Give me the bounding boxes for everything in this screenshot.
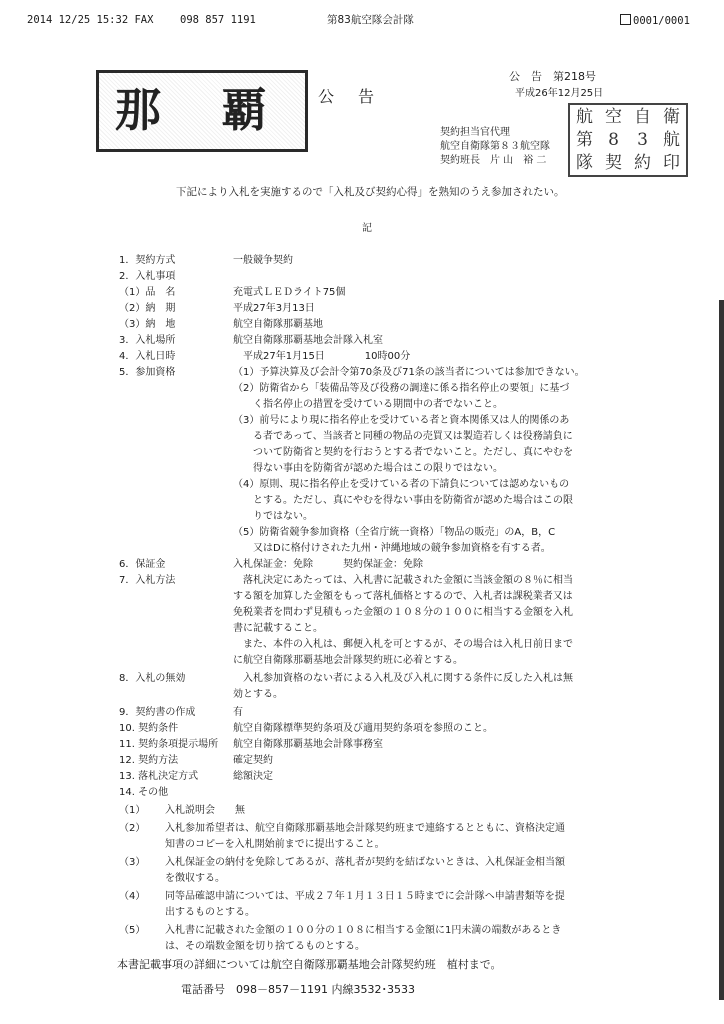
item-label: 14. その他 (119, 787, 169, 798)
item-label: 9．契約書の作成 (119, 707, 196, 718)
other-number: （2） (119, 823, 146, 834)
fax-page (620, 14, 690, 29)
item-row (0, 286, 724, 302)
seal-char: 8 (608, 129, 619, 150)
fax-page-number: 0001/0001 (633, 15, 690, 27)
section5-line: 得ない事由を防衛省が認めた場合はこの限りではない。 (233, 463, 503, 474)
item-label: 13. 落札決定方式 (119, 771, 199, 782)
other-line: 出するものとする。 (165, 907, 255, 918)
item-value: 平成27年3月13日 (233, 303, 315, 314)
section5-line: とする。ただし、真にやむを得ない事由を防衛省が認めた場合はこの限 (233, 495, 573, 506)
section8-line: 効とする。 (233, 689, 283, 700)
section7-line: 免税業者を問わず見積もった金額の１０８分の１００に相当する金額を入札 (233, 607, 573, 618)
item-label: 1．契約方式 (119, 255, 176, 266)
official-seal (568, 103, 688, 177)
issuer-line-3: 契約班長 片 山 裕 二 (440, 155, 547, 166)
seal-char: 第 (576, 129, 593, 150)
item-label: 4．入札日時 (119, 351, 176, 362)
section8-line: 入札参加資格のない者による入札及び入札に関する条件に反した入札は無 (233, 673, 573, 684)
item-value: 航空自衛隊那覇基地会計隊入札室 (233, 335, 383, 346)
item-label: 3．入札場所 (119, 335, 176, 346)
seal-char: 航 (663, 129, 680, 150)
section7-line: また、本件の入札は、郵便入札を可とするが、その場合は入札日前日まで (233, 639, 573, 650)
intro-text: 下記により入札を実施するので「入札及び契約心得」を熟知のうえ参加されたい。 (176, 186, 565, 198)
section6-value: 入札保証金：免除 契約保証金：免除 (233, 559, 423, 570)
section5-line: （4）原則、現に指名停止を受けている者の下請負については認めないもの (233, 479, 570, 490)
section5-line: 又はDに格付けされた九州・沖縄地域の競争参加資格を有する者。 (233, 543, 551, 554)
seal-char: 契 (605, 153, 622, 174)
item-value: 充電式ＬＥＤライト75個 (233, 287, 346, 298)
item-label: 2．入札事項 (119, 271, 176, 282)
other-number: （3） (119, 857, 146, 868)
fax-page-icon (620, 14, 631, 25)
other-line: を徴収する。 (165, 873, 225, 884)
item-row (0, 350, 724, 366)
seal-char: 衛 (663, 106, 680, 127)
notice-date: 平成26年12月25日 (515, 88, 604, 99)
naha-stamp (96, 70, 308, 152)
other-line: 入札保証金の納付を免除してあるが、落札者が契約を結ばないときは、入札保証金相当額 (165, 857, 565, 868)
item-row (0, 302, 724, 318)
seal-char: 3 (637, 129, 648, 150)
item-value: 一般競争契約 (233, 255, 293, 266)
section5-line: りではない。 (233, 511, 313, 522)
section7-line: 落札決定にあたっては、入札書に記載された金額に当該金額の８％に相当 (233, 575, 573, 586)
item-value: 有 (233, 707, 243, 718)
ki-heading: 記 (362, 223, 372, 234)
section5-line: （2）防衛省から「装備品等及び役務の調達に係る指名停止の要領」に基づ (233, 383, 570, 394)
seal-char: 約 (634, 153, 651, 174)
item-label: 12. 契約方法 (119, 755, 179, 766)
section5-line: （1）予算決算及び会計令第70条及び71条の該当者については参加できない。 (233, 367, 585, 378)
section5-label: 5．参加資格 (119, 367, 176, 378)
other-number: （1） (119, 805, 146, 816)
other-line: 同等品確認申請については、平成２７年１月１３日１５時までに会計隊へ申請書類等を提 (165, 891, 565, 902)
item-label: 11. 契約条項提示場所 (119, 739, 219, 750)
section5-line: （5）防衛省競争参加資格（全省庁統一資格）「物品の販売」のA，B，C (233, 527, 556, 538)
item-value: 確定契約 (233, 755, 273, 766)
section7-label: 7．入札方法 (119, 575, 176, 586)
notice-title: 公 告 (318, 87, 379, 106)
phone-number: 電話番号 098－857－1191 内線3532･3533 (181, 983, 415, 996)
seal-char: 空 (605, 106, 622, 127)
item-row (0, 706, 724, 722)
other-line: 入札説明会 無 (165, 805, 245, 816)
other-line: は、その端数金額を切り捨てるものとする。 (165, 941, 365, 952)
section6-label: 6．保証金 (119, 559, 166, 570)
scan-edge (719, 300, 724, 1000)
seal-char: 自 (634, 106, 651, 127)
item-label: （2）納 期 (119, 303, 176, 314)
section7-line: に航空自衛隊那覇基地会計隊契約班に必着とする。 (233, 655, 463, 666)
item-label: （1）品 名 (119, 287, 176, 298)
seal-char: 印 (663, 153, 680, 174)
item-value: 航空自衛隊那覇基地 (233, 319, 323, 330)
section5-line: る者であって、当該者と同種の物品の売買又は製造若しくは役務請負に (233, 431, 573, 442)
other-line: 知書のコピーを入札開始前までに提出すること。 (165, 839, 385, 850)
other-line: 入札参加希望者は、航空自衛隊那覇基地会計隊契約班まで連絡するとともに、資格決定通 (165, 823, 565, 834)
seal-char: 隊 (576, 153, 593, 174)
section8-label: 8．入札の無効 (119, 673, 186, 684)
item-value: 航空自衛隊那覇基地会計隊事務室 (233, 739, 383, 750)
issuer-line-1: 契約担当官代理 (440, 127, 510, 138)
section5-line: （3）前号により現に指名停止を受けている者と資本関係又は人的関係のあ (233, 415, 570, 426)
notice-number: 公 告 第218号 (509, 70, 596, 83)
item-row (0, 770, 724, 786)
item-label: （3）納 地 (119, 319, 176, 330)
other-number: （4） (119, 891, 146, 902)
item-value: 平成27年1月15日 10時00分 (233, 351, 411, 362)
item-label: 10. 契約条件 (119, 723, 179, 734)
item-row (0, 786, 724, 802)
stamp-text: 那 覇 (114, 83, 289, 138)
section5-line: ついて防衛省と契約を行おうとする者でないこと。ただし、真にやむを (233, 447, 573, 458)
item-row (0, 754, 724, 770)
contact-note: 本書記載事項の詳細については航空自衛隊那覇基地会計隊契約班 植村まで。 (117, 958, 502, 971)
item-row (0, 270, 724, 286)
item-row (0, 738, 724, 754)
fax-sender: 第83航空隊会計隊 (327, 14, 414, 26)
item-row (0, 334, 724, 350)
fax-number: 098 857 1191 (180, 14, 256, 26)
item-row (0, 254, 724, 270)
section5-line: く指名停止の措置を受けている期間中の者でないこと。 (233, 399, 503, 410)
other-number: （5） (119, 925, 146, 936)
section7-line: 書に記載すること。 (233, 623, 323, 634)
item-value: 総額決定 (233, 771, 273, 782)
item-value: 航空自衛隊標準契約条項及び適用契約条項を参照のこと。 (233, 723, 493, 734)
seal-char: 航 (576, 106, 593, 127)
item-row (0, 722, 724, 738)
section7-line: する額を加算した金額をもって落札価格とするので、入札者は課税業者又は (233, 591, 573, 602)
other-line: 入札書に記載された金額の１００分の１０８に相当する金額に1円未満の端数があるとき (165, 925, 562, 936)
fax-datetime: 2014 12/25 15:32 FAX (27, 14, 154, 26)
issuer-line-2: 航空自衛隊第８３航空隊 (440, 141, 550, 152)
item-row (0, 318, 724, 334)
